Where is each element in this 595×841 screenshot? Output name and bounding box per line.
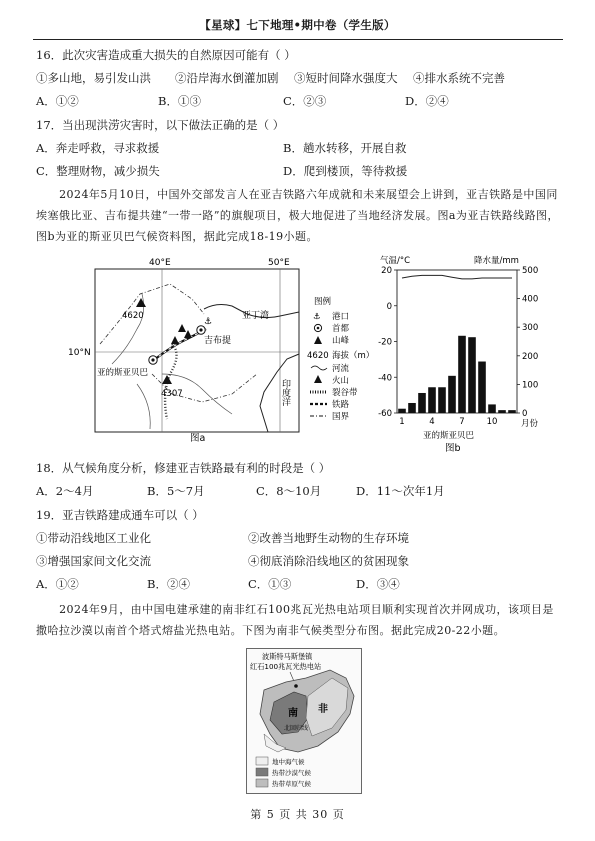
indian-ocean-label: 印度洋 [280,379,290,406]
q17-option-d: D．爬到楼顶，等待救援 [283,164,408,178]
q19-stem: 19．亚吉铁路建成通车可以（ ） [36,508,204,522]
precipitation-bar [448,376,456,413]
q16-statement-2: ②沿岸海水倒灌加剧 [175,71,279,85]
q19-statement-3: ③增强国家间文化交流 [36,554,151,568]
figure-a-railway-map [68,254,375,444]
legend-mediterranean: 地中海气候 [272,758,305,766]
precipitation-bar [428,387,436,413]
precipitation-bar [458,336,466,413]
legend-savanna: 热带草原气候 [272,780,311,788]
label-tropic: 北回归线 [284,725,309,732]
legend-railway: 铁路 [332,400,350,410]
x-axis-tick-label: 10 [486,417,498,427]
precipitation-bar [438,387,446,413]
right-axis-tick-label: 0 [522,409,528,419]
legend-river-icon [311,366,327,370]
right-axis-tick-label: 400 [522,294,539,305]
chart-x-axis-title: 月份 [521,419,539,429]
addis-ababa-label: 亚的斯亚贝巴 [97,368,149,378]
q16-statement-1: ①多山地，易引发山洪 [36,71,151,85]
capital-icon-djibouti [197,326,205,334]
q19-option-b: B．②④ [147,577,190,591]
header-divider [33,39,563,40]
right-axis-tick-label: 100 [522,380,539,391]
temperature-line [402,275,512,279]
peak-label-4620: 4620 [122,311,144,321]
q16-statement-4: ④排水系统不完善 [413,71,505,85]
legend-rift: 裂谷带 [332,388,358,398]
q17-stem: 17．当出现洪涝灾害时，以下做法正确的是（ ） [36,118,285,132]
q16-option-a: A．①② [36,94,79,108]
peak-icon [162,375,172,384]
q18-option-d: D．11～次年1月 [356,484,445,498]
callout-town: 波斯特马斯堡镇 [262,652,313,661]
legend-port-icon: ⚓ [313,312,321,322]
q17-option-b: B．趟水转移，开展自救 [283,141,407,155]
q16-option-c: C．②③ [283,94,327,108]
legend-savanna-swatch [256,779,268,787]
left-axis-tick-label: -40 [378,373,392,384]
legend-volcano: 火山 [332,376,350,386]
lat-label-10n: 10°N [68,348,91,358]
left-axis-tick-label: 20 [381,266,392,276]
volcano-icon [171,336,179,344]
precipitation-bar [498,410,506,413]
q18-option-a: A．2～4月 [36,484,94,498]
lon-label-40e: 40°E [149,258,171,268]
peak-icon [136,298,146,307]
left-axis-tick-label: 0 [386,301,392,312]
precipitation-bar [398,409,406,413]
q19-statement-1: ①带动沿线地区工业化 [36,531,151,545]
legend-title: 图例 [314,297,332,307]
x-axis-tick-label: 7 [459,417,465,427]
q16-option-b: B．①③ [158,94,201,108]
q19-option-a: A．①② [36,577,79,591]
q19-statement-2: ②改善当地野生动物的生存环境 [248,531,409,545]
chart-left-axis-title: 气温/°C [380,256,411,266]
right-axis-tick-label: 500 [522,266,539,276]
q18-stem: 18．从气候角度分析，修建亚吉铁路最有利的时段是（ ） [36,461,331,475]
port-icon: ⚓ [204,317,213,327]
figure-b-caption: 图b [445,443,461,454]
legend-mediterranean-swatch [256,757,268,765]
precipitation-bar [508,410,516,413]
djibouti-label: 吉布提 [204,336,232,346]
figure-b-subcaption: 亚的斯亚贝巴 [423,431,475,441]
passage-south-africa: 2024年9月，由中国电建承建的南非红石100兆瓦光热电站项目顺利实现首次并网成功，该项目是撒哈拉沙漠以南首个塔式熔盐光热电站。下图为南非气候类型分布图。据此完成20-22小题。 [36,603,554,637]
legend-capital-icon [314,324,321,331]
capital-icon-addis-ababa [149,356,157,364]
legend-border: 国界 [332,412,350,422]
q18-option-c: C．8～10月 [256,484,322,498]
q16-statement-3: ③短时间降水强度大 [294,71,398,85]
label-fei: 非 [318,704,328,715]
q19-statement-4: ④彻底消除沿线地区的贫困现象 [248,554,409,568]
q16-stem: 16．此次灾害造成重大损失的自然原因可能有（ ） [36,48,296,62]
peak-label-4307: 4307 [161,389,183,399]
x-axis-tick-label: 1 [399,417,405,427]
legend-capital: 首都 [332,324,350,334]
legend-elevation: 海拔（m） [332,351,375,361]
legend-port: 港口 [332,312,350,322]
right-axis-tick-label: 200 [522,351,539,362]
q17-option-c: C．整理财物，减少损失 [36,164,160,178]
legend-elevation-value: 4620 [307,351,329,361]
q19-option-c: C．①③ [248,577,292,591]
legend-volcano-icon [314,375,322,383]
page-header: 【星球】七下地理•期中卷（学生版） [199,18,396,32]
chart-right-axis-title: 降水量/mm [474,256,519,266]
page-footer: 第 5 页 共 30 页 [250,808,345,821]
q18-option-b: B．5～7月 [147,484,205,498]
legend-desert-swatch [256,768,268,776]
left-axis-tick-label: -20 [378,337,392,348]
precipitation-bar [418,393,426,413]
figure-b-climate-chart [362,254,562,456]
right-axis-tick-label: 300 [522,323,539,334]
legend-desert: 热带沙漠气候 [272,769,311,777]
q19-option-d: D．③④ [356,577,400,591]
label-nan: 南 [288,708,298,719]
gulf-of-aden-label: 亚丁湾 [242,311,270,321]
x-axis-tick-label: 4 [429,417,435,427]
legend-peak: 山峰 [332,336,350,346]
precipitation-bar [468,337,476,413]
lon-label-50e: 50°E [268,258,290,268]
precipitation-bar [408,403,416,413]
left-axis-tick-label: -60 [378,409,392,419]
legend-river: 河流 [332,364,350,374]
passage-yaji-railway: 2024年5月10日，中国外交部发言人在亚吉铁路六年成就和未来展望会上讲到，亚吉铁路是中国同埃塞俄比亚、吉布提共建“一带一路”的旗舰项目，极大地促进了当地经济发展。图a为亚吉铁路线路图，图b为亚的斯亚贝巴气候资料图，据此完成18-19小题。 [36,188,559,243]
volcano-icon [178,324,186,332]
figure-c-south-africa-climate-map [246,648,362,794]
q17-option-a: A．奔走呼救，寻求救援 [36,141,160,155]
figure-a-caption: 图a [190,433,206,444]
legend-peak-icon [314,336,322,344]
precipitation-bar [478,362,486,413]
q16-option-d: D．②④ [405,94,449,108]
callout-power-station: 红石100兆瓦光热电站 [250,662,322,671]
chart-plot-frame [397,270,517,413]
precipitation-bar [488,404,496,413]
